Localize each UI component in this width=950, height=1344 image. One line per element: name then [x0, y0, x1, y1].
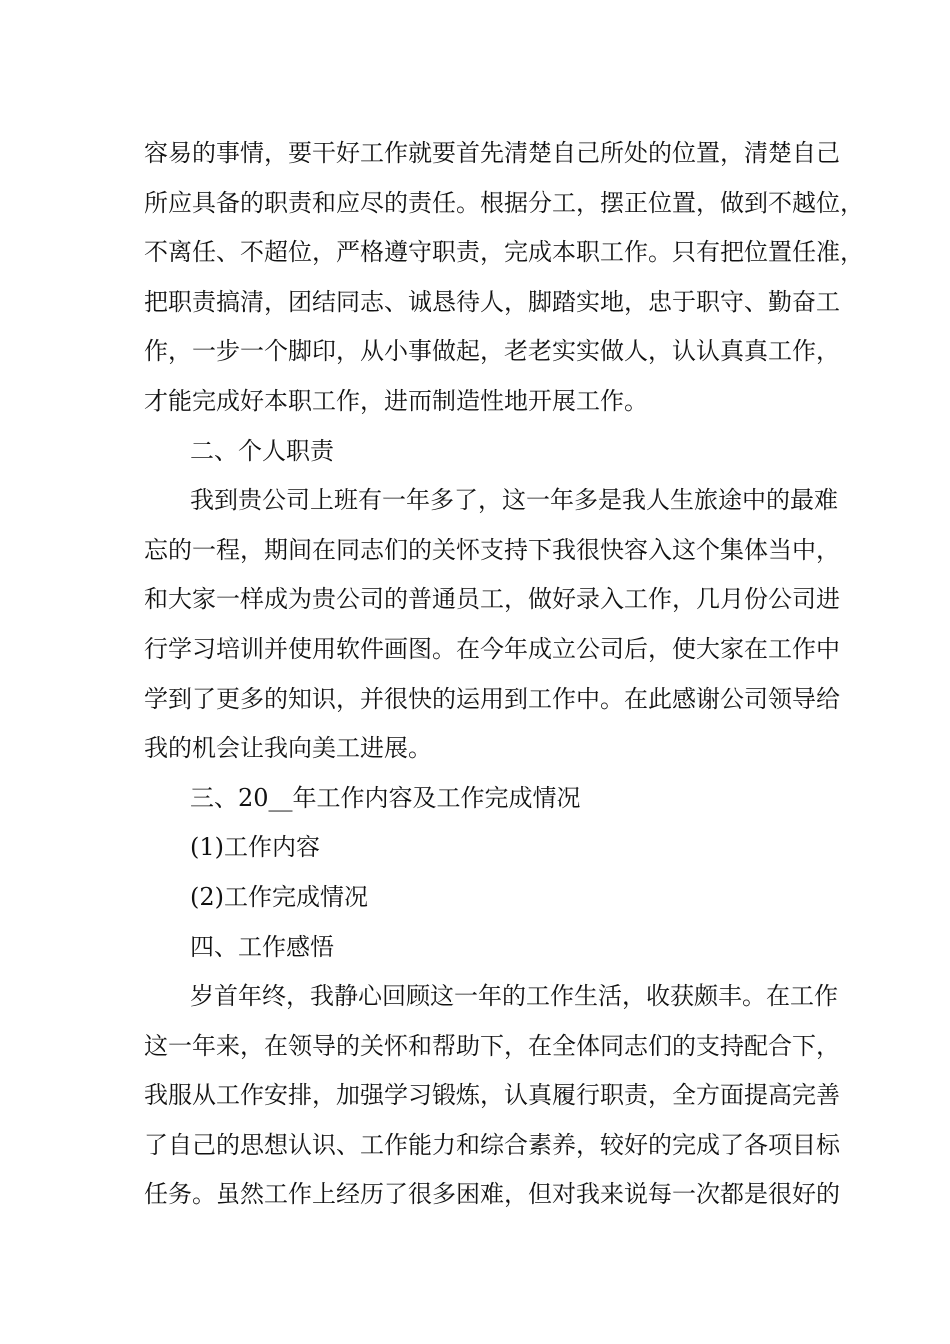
- text-line: 岁首年终，我静心回顾这一年的工作生活，收获颇丰。在工作: [190, 982, 838, 1011]
- text-line: 任务。虽然工作上经历了很多困难，但对我来说每一次都是很好的: [144, 1180, 840, 1209]
- text-line: 所应具备的职责和应尽的责任。根据分工，摆正位置，做到不越位，: [144, 188, 864, 217]
- text-line: 这一年来，在领导的关怀和帮助下，在全体同志们的支持配合下，: [144, 1031, 840, 1060]
- text-line: 才能完成好本职工作，进而制造性地开展工作。: [144, 386, 648, 415]
- text-line: 忘的一程，期间在同志们的关怀支持下我很快容入这个集体当中，: [144, 535, 840, 564]
- text-line: 把职责搞清，团结同志、诚恳待人，脚踏实地，忠于职守、勤奋工: [144, 287, 840, 316]
- text-line: 容易的事情，要干好工作就要首先清楚自己所处的位置，清楚自己: [144, 139, 840, 167]
- text-line: 学到了更多的知识，并很快的运用到工作中。在此感谢公司领导给: [144, 684, 840, 713]
- text-line: 行学习培训并使用软件画图。在今年成立公司后，使大家在工作中: [144, 634, 840, 663]
- text-line: 二、个人职责: [190, 436, 334, 465]
- text-line: 三、20__年工作内容及工作完成情况: [190, 783, 581, 812]
- text-line: 我的机会让我向美工进展。: [144, 734, 432, 763]
- text-line: 四、工作感悟: [190, 932, 334, 961]
- text-line: (1)工作内容: [190, 833, 320, 862]
- document-body: [144, 129, 864, 1220]
- text-line: 我到贵公司上班有一年多了，这一年多是我人生旅途中的最难: [190, 486, 838, 515]
- text-line: 我服从工作安排，加强学习锻炼，认真履行职责，全方面提高完善: [144, 1081, 840, 1110]
- text-line: 了自己的思想认识、工作能力和综合素养，较好的完成了各项目标: [144, 1130, 840, 1159]
- text-line: 和大家一样成为贵公司的普通员工，做好录入工作，几月份公司进: [144, 585, 840, 614]
- text-line: (2)工作完成情况: [190, 882, 368, 911]
- text-line: 作，一步一个脚印，从小事做起，老老实实做人，认认真真工作，: [144, 337, 840, 366]
- text-line: 不离任、不超位，严格遵守职责，完成本职工作。只有把位置任准，: [144, 238, 864, 267]
